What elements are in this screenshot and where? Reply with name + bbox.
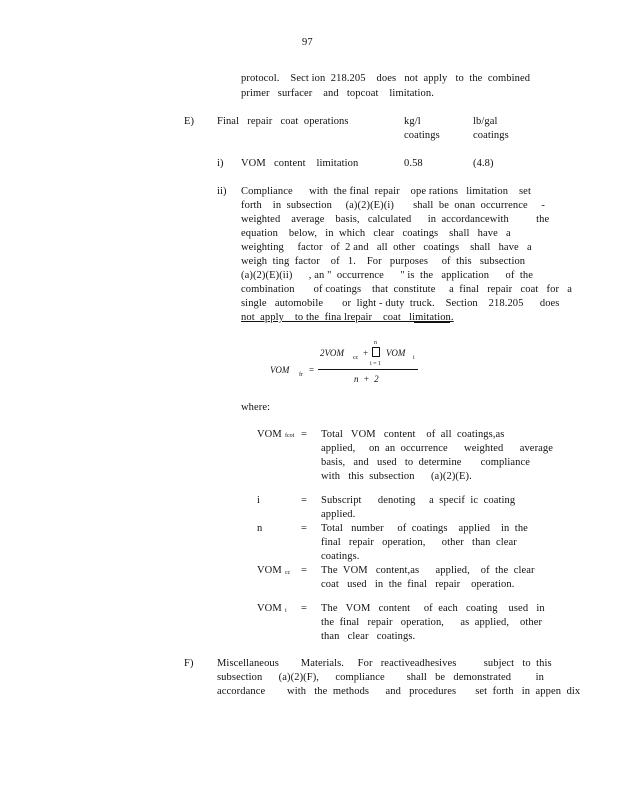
section-f-label: F): [184, 658, 194, 669]
eq-denominator: n + 2: [354, 374, 379, 384]
eq-lhs: VOM: [270, 365, 290, 375]
def-line: basis, and used to determine compliance: [321, 457, 531, 468]
item-i-val-lb: (4.8): [473, 158, 494, 169]
item-ii-line: (a)(2)(E)(ii) , an " occurrence " is the application of the: [241, 270, 533, 281]
def-line: final repair operation, other than clear: [321, 537, 517, 548]
section-e-label: E): [184, 116, 195, 127]
def-line: with this subsection (a)(2)(E).: [321, 471, 472, 482]
def-line: applied.: [321, 509, 356, 520]
def-equals: =: [301, 523, 308, 534]
page-number: 97: [302, 37, 313, 48]
def-equals: =: [301, 603, 308, 614]
col2-head-label: coatings: [473, 130, 509, 141]
section-f-line: Miscellaneous Materials. For reactiveadhesives subject to this: [217, 658, 552, 669]
item-i-label: i): [217, 158, 224, 169]
def-symbol-sub: fcot: [285, 433, 295, 439]
item-ii-line: combination of coatings that constitute a final repair coat for a: [241, 284, 572, 295]
def-symbol: VOM: [257, 565, 282, 576]
eq-sum-bottom: i = 1: [370, 361, 382, 367]
section-f-line: accordance with the methods and procedures set forth in appen dix: [217, 686, 581, 697]
sigma-icon: [372, 347, 380, 357]
col2-head-unit: lb/gal: [473, 116, 498, 127]
eq-num-b: VOM: [386, 348, 406, 358]
item-ii-line: weighting factor of 2 and all other coatings shall have a: [241, 242, 532, 253]
def-equals: =: [301, 565, 308, 576]
def-line: Total number of coatings applied in the: [321, 523, 528, 534]
underline-extension: [414, 322, 450, 323]
def-line: coat used in the final repair operation.: [321, 579, 515, 590]
def-line: Total VOM content of all coatings,as: [321, 429, 505, 440]
def-line: the final repair operation, as applied, other: [321, 617, 543, 628]
def-equals: =: [301, 495, 308, 506]
def-symbol-sub: cc: [285, 570, 291, 576]
where-label: where:: [241, 402, 271, 413]
fraction-bar: [318, 369, 418, 370]
col1-head-label: coatings: [404, 130, 440, 141]
item-ii-line: weighted average basis, calculated in accordancewith the: [241, 214, 550, 225]
col1-head-unit: kg/l: [404, 116, 421, 127]
eq-num-a: 2VOM: [320, 348, 345, 358]
item-ii-line: forth in subsection (a)(2)(E)(i) shall be onan occurrence -: [241, 200, 545, 211]
def-line: applied, on an occurrence weighted average: [321, 443, 554, 454]
section-f-line: subsection (a)(2)(F), compliance shall be demonstrated in: [217, 672, 545, 683]
def-line: The VOM content of each coating used in: [321, 603, 545, 614]
item-i-text: VOM content limitation: [241, 158, 359, 169]
eq-equals: =: [309, 365, 315, 375]
item-ii-label: ii): [217, 186, 227, 197]
eq-lhs-sub: fr: [299, 372, 303, 378]
item-i-val-kg: 0.58: [404, 158, 423, 169]
section-e-title: Final repair coat operations: [217, 116, 349, 127]
eq-num-a-sub: cc: [353, 355, 359, 361]
item-ii-line: single automobile or light - duty truck. Section 218.205 does: [241, 298, 560, 309]
def-symbol: VOM: [257, 429, 282, 440]
eq-plus: +: [363, 348, 369, 358]
def-line: coatings.: [321, 551, 360, 562]
item-ii-line: weigh ting factor of 1. For purposes of this subsection: [241, 256, 526, 267]
def-symbol: i: [257, 495, 261, 506]
def-symbol: VOM: [257, 603, 282, 614]
item-ii-last-line: not apply to the fina lrepair coat limitation.: [241, 312, 454, 323]
def-symbol-sub: i: [285, 608, 287, 614]
eq-sum-top: n: [374, 340, 377, 346]
def-equals: =: [301, 429, 308, 440]
eq-num-b-sub: i: [413, 355, 415, 361]
item-ii-line: equation below, in which clear coatings shall have a: [241, 228, 511, 239]
intro-line-2: primer surfacer and topcoat limitation.: [241, 88, 434, 99]
intro-line-1: protocol. Sect ion 218.205 does not apply to the combined: [241, 73, 531, 84]
def-line: The VOM content,as applied, of the clear: [321, 565, 535, 576]
def-line: than clear coatings.: [321, 631, 416, 642]
item-ii-line: Compliance with the final repair ope rations limitation set: [241, 186, 531, 197]
def-symbol: n: [257, 523, 263, 534]
def-line: Subscript denoting a specif ic coating: [321, 495, 516, 506]
